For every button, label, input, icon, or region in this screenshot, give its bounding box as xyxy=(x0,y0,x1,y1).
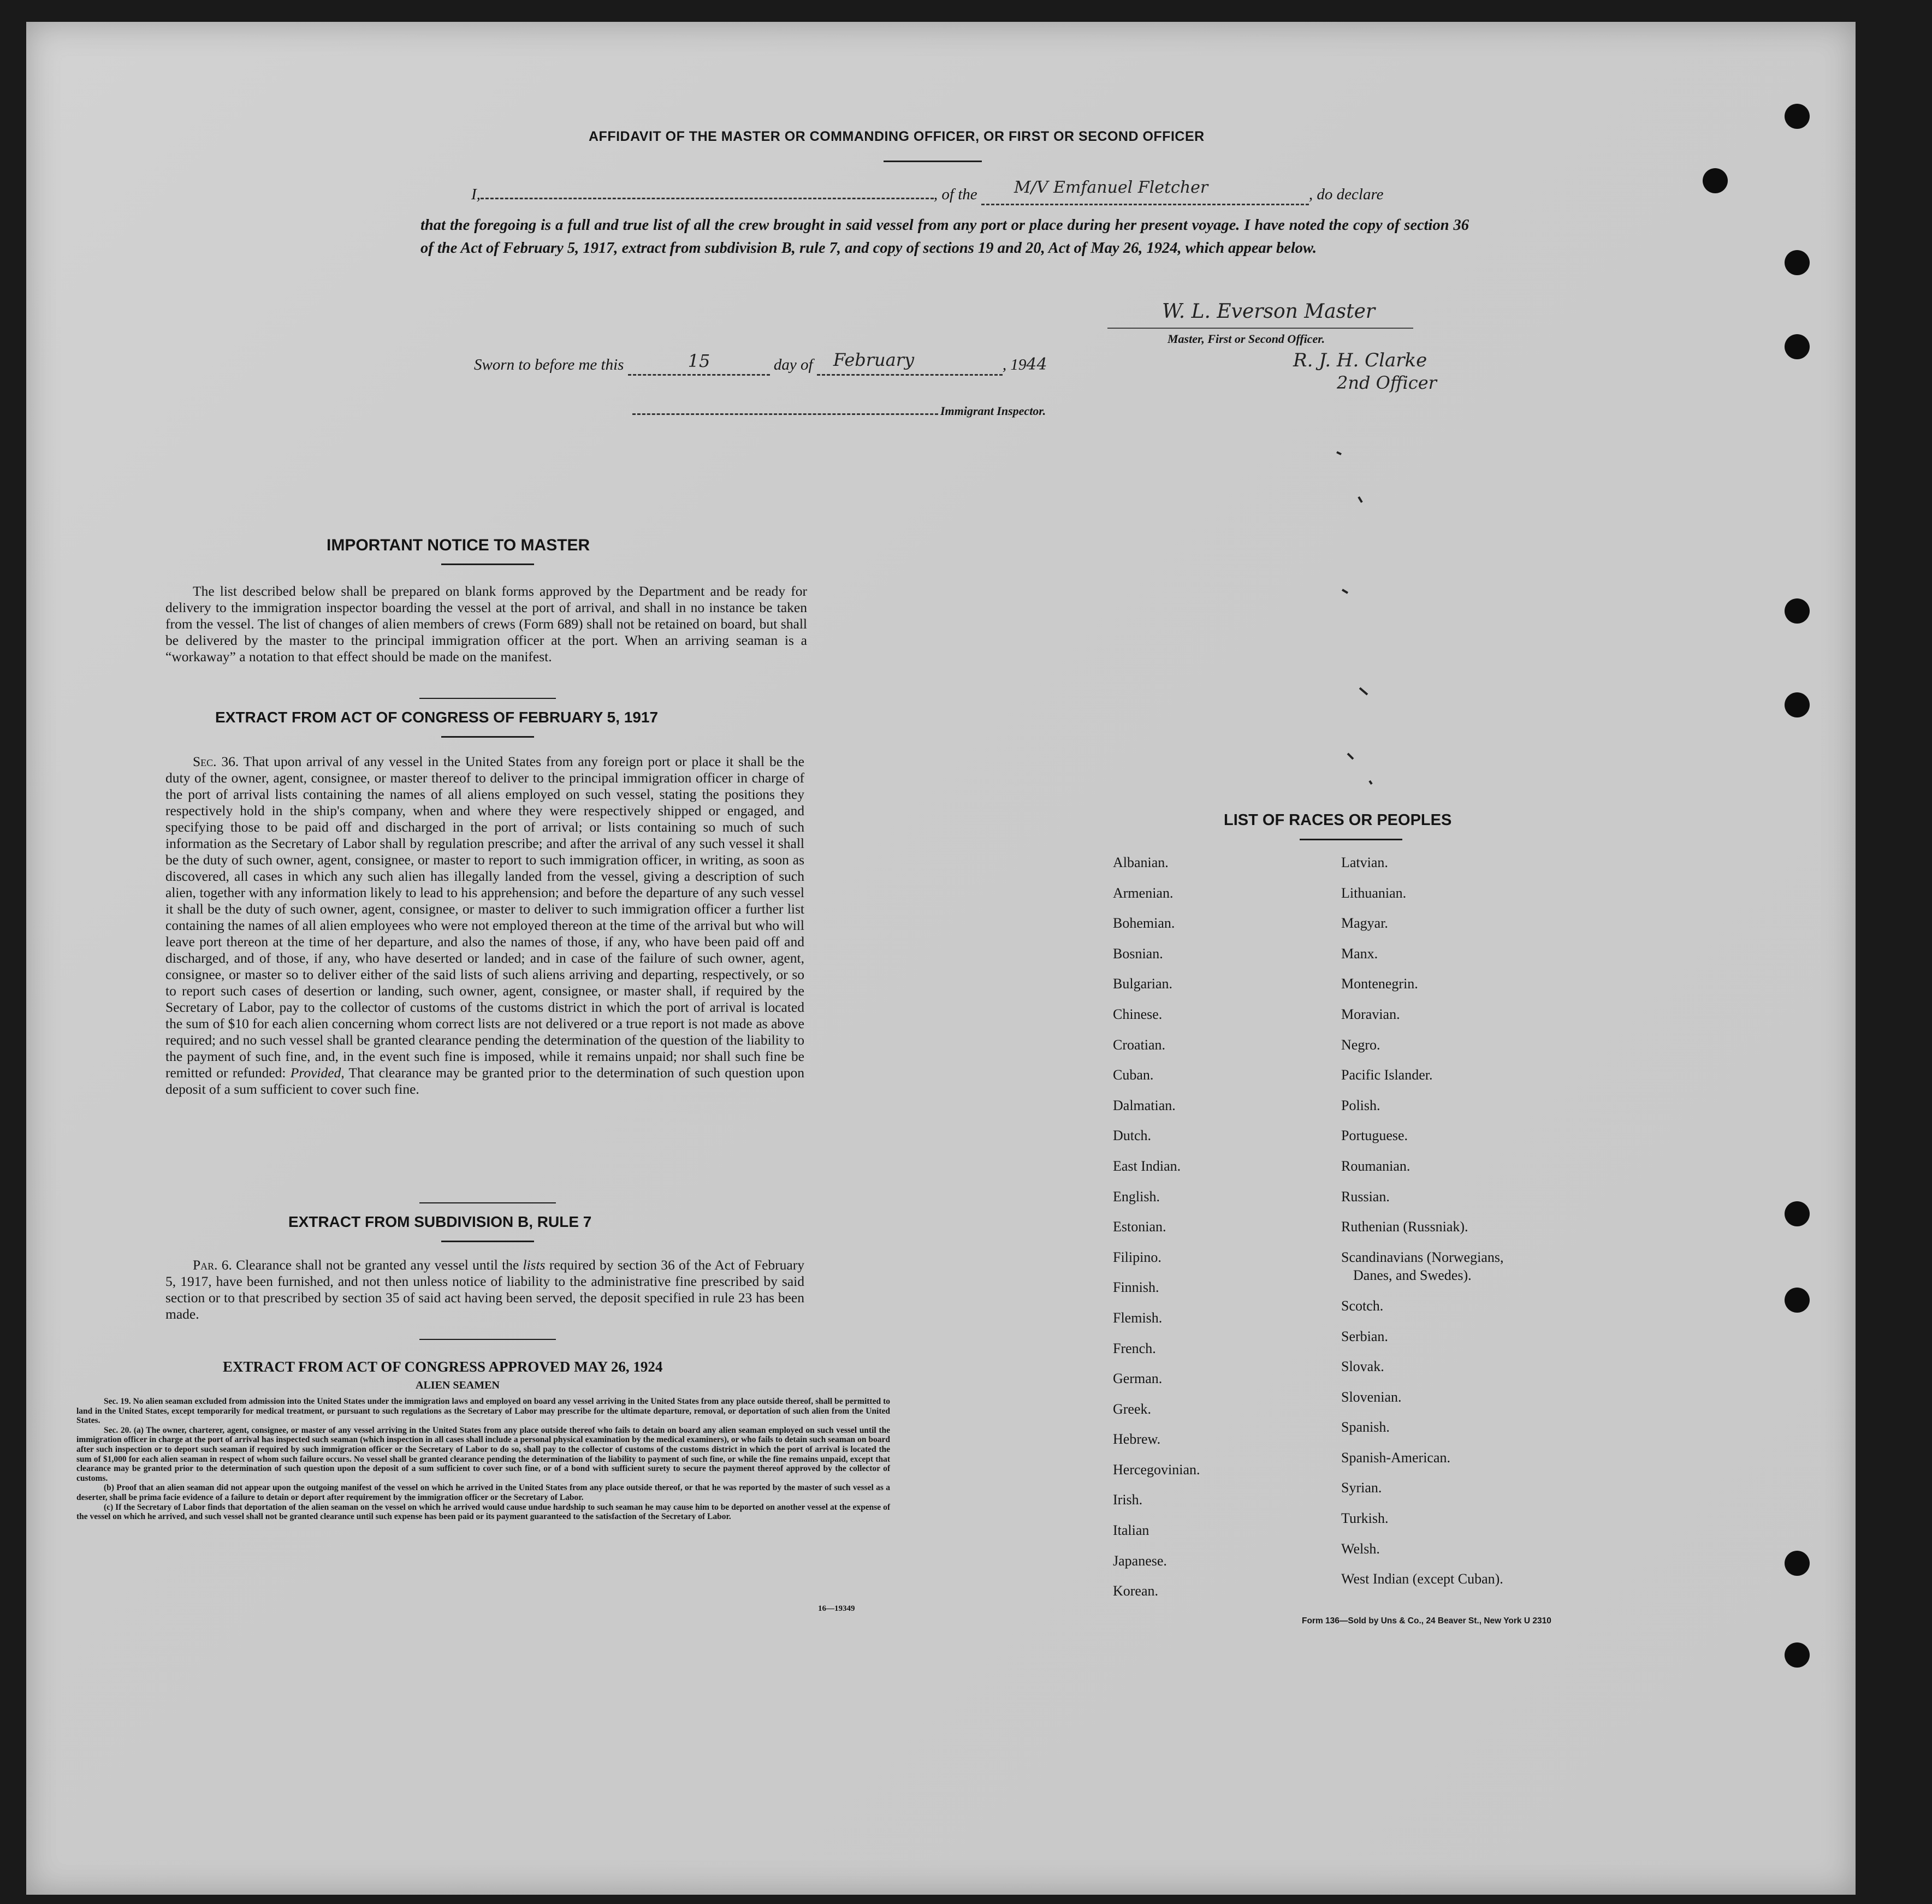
punch-hole xyxy=(1785,1642,1810,1668)
notice-body: The list described below shall be prepared on blank forms approved by the Department and be ready for delivery to the immigration inspector boarding the vessel at the port of arrival, and shall in no instance be taken from the vessel. The list of changes of alien members of crews (Form 689) shall not be retained on board, but shall be delivered by the master to the principal immigration officer at the port. When an arriving seaman is a “workaway” a notation to that effect should be made on the manifest. xyxy=(165,583,807,665)
divider xyxy=(1300,839,1402,840)
declaration-line xyxy=(471,178,1384,205)
affidavit-title: AFFIDAVIT OF THE MASTER OR COMMANDING OFFICER, OR FIRST OR SECOND OFFICER xyxy=(589,129,1205,144)
section-36-text: That upon arrival of any vessel in the United States from any foreign port or place it shall be the duty of the owner, agent, consignee, or master thereof to deliver to the principal immigration officer in charge of the port of arrival lists containing the names of all aliens employed on such vessel, stating the positions they respectively hold in the ship's company, when and where they were respectively shipped or engaged, and specifying those to be paid off and discharged in the port of arrival; or lists containing so much of such information as the Secretary of Labor shall by regulation prescribe; and after the arrival of any such vessel it shall be the duty of such owner, agent, consignee, or master to report to such immigration officer, in writing, as soon as discovered, all cases in which any such alien has illegally landed from the vessel, giving a description of such alien, together with any information likely to lead to his apprehension; and before the departure of any such vessel it shall be the duty of such owner, agent, consignee, or master to deliver to such immigration officer a further list containing the names of all alien employees who were not employed thereon at the time of the arrival but who will leave port thereon at the time of her departure, and also the names of those, if any, who have been paid off and discharged, and of those, if any, who have deserted or landed; and in case of the failure of such owner, agent, consignee, or master so to deliver either of the said lists of such aliens arriving and departing, respectively, or so to report such cases of desertion or landing, such owner, agent, consignee, or master shall, if required by the Secretary of Labor, pay to the collector of customs of the customs district in which the port of arrival is located the sum of $10 for each alien concerning whom correct lists are not delivered or a true report is not made as above required; and no such vessel shall be granted clearance pending the determination of the question of the liability to the payment of such fine, and, in the event such fine is imposed, while it remains unpaid; nor shall such fine be remitted or refunded: xyxy=(165,754,804,1081)
race-item: Manx. xyxy=(1341,945,1378,962)
divider xyxy=(884,161,982,162)
vessel-name-handwritten: M/V Emfanuel Fletcher xyxy=(1014,178,1208,197)
extract-1924-title: EXTRACT FROM ACT OF CONGRESS APPROVED MAY 26, 1924 xyxy=(223,1359,663,1375)
punch-hole xyxy=(1785,1551,1810,1576)
race-item: Armenian. xyxy=(1113,885,1174,901)
race-item: Latvian. xyxy=(1341,855,1388,870)
race-item: Irish. xyxy=(1113,1492,1143,1508)
race-item: Spanish. xyxy=(1341,1419,1390,1436)
paragraph-label: Par. 6. xyxy=(193,1257,232,1273)
punch-hole xyxy=(1785,334,1810,359)
race-item: East Indian. xyxy=(1113,1158,1181,1174)
rule-7-body xyxy=(165,1257,804,1322)
race-item: Albanian. xyxy=(1113,855,1169,870)
declaration-mid: , of the xyxy=(933,186,977,203)
rule-7-text-b: required by section 36 of the Act of February 5, 1917, have been furnished, and not then unless notice of liability to the administrative fine prescribed by said section or to that prescribed by section 35 of said act having been served, the deposit specified in rule 23 has been made. xyxy=(165,1257,804,1322)
sworn-line xyxy=(474,349,1047,376)
race-item: Japanese. xyxy=(1113,1552,1167,1569)
section-20a: Sec. 20. (a) The owner, charterer, agent, consignee, or master of any vessel arriving in the United States from any place outside thereof who fails to detain on board any alien seaman employed on such vessel until the immigration officer in charge at the port of arrival has inspected such seaman (which inspection in all cases shall include a personal physical examination by the medical examiners), or who fails to detain such seaman on board after such inspection or to deport such seaman if required by such immigration officer or the Secretary of Labor to do so, shall pay to the collector of customs of the customs district in which the port of arrival is located the sum of $1,000 for each alien seaman in respect of whom such failure occurs. No vessel shall be granted clearance pending the determination of the liability to payment of such fine, or while the fine remains unpaid, except that clearance may be granted prior to the determination of such question upon the deposit of a sum sufficient to cover such fine, or of a bond with sufficient surety to secure the payment thereof approved by the collector of customs. xyxy=(76,1425,890,1483)
race-item: English. xyxy=(1113,1188,1160,1205)
race-item: Danes, and Swedes). xyxy=(1353,1267,1472,1284)
race-item: Scotch. xyxy=(1341,1297,1384,1314)
inspector-caption: Immigrant Inspector. xyxy=(940,404,1046,418)
sworn-prefix: Sworn to before me this xyxy=(474,356,624,373)
race-item: Flemish. xyxy=(1113,1309,1163,1326)
divider xyxy=(441,564,534,565)
alien-seamen-subtitle: ALIEN SEAMEN xyxy=(416,1379,500,1391)
name-blank xyxy=(481,198,934,199)
races-left-column xyxy=(1113,847,1200,1606)
race-item: Filipino. xyxy=(1113,1249,1161,1265)
race-item: West Indian (except Cuban). xyxy=(1341,1571,1503,1587)
sworn-day: 15 xyxy=(688,351,710,371)
divider xyxy=(441,736,534,738)
sworn-day-blank xyxy=(628,351,770,376)
race-item: Dutch. xyxy=(1113,1128,1152,1144)
race-item: Hercegovinian. xyxy=(1113,1461,1200,1478)
divider xyxy=(419,1339,556,1340)
rule-7-text-a: Clearance shall not be granted any vessel until the xyxy=(236,1257,519,1273)
race-item: Finnish. xyxy=(1113,1279,1159,1296)
race-item: Croatian. xyxy=(1113,1036,1166,1053)
divider xyxy=(441,1241,534,1242)
second-officer-role: 2nd Officer xyxy=(1337,372,1437,393)
sworn-month-blank xyxy=(817,349,1003,376)
race-item: Bulgarian. xyxy=(1113,976,1173,992)
race-item: Serbian. xyxy=(1341,1328,1388,1344)
punch-hole xyxy=(1785,104,1810,129)
race-item: Polish. xyxy=(1341,1097,1380,1113)
second-officer-signature: R. J. H. Clarke xyxy=(1293,349,1427,371)
punch-hole xyxy=(1785,1201,1810,1226)
race-item: Pacific Islander. xyxy=(1341,1067,1433,1083)
race-item: Portuguese. xyxy=(1341,1128,1408,1144)
race-item: Italian xyxy=(1113,1522,1149,1539)
punch-hole xyxy=(1785,250,1810,275)
race-item: Greek. xyxy=(1113,1401,1152,1417)
sworn-month: February xyxy=(833,349,915,370)
divider xyxy=(419,698,556,699)
extract-1924-body xyxy=(76,1397,890,1522)
race-item: Chinese. xyxy=(1113,1006,1163,1022)
races-right-column xyxy=(1341,847,1503,1594)
race-item: Scandinavians (Norwegians, xyxy=(1341,1249,1504,1265)
race-item: Slovak. xyxy=(1341,1359,1384,1375)
race-item: Negro. xyxy=(1341,1036,1380,1053)
sworn-year: 44 xyxy=(1026,355,1047,374)
sworn-year-prefix: , 19 xyxy=(1002,356,1027,373)
race-item: Dalmatian. xyxy=(1113,1097,1176,1113)
declaration-prefix: I, xyxy=(471,186,481,203)
race-item: Welsh. xyxy=(1341,1540,1380,1557)
rule-7-title: EXTRACT FROM SUBDIVISION B, RULE 7 xyxy=(288,1213,592,1230)
punch-hole xyxy=(1785,1288,1810,1313)
race-item: Slovenian. xyxy=(1341,1389,1402,1405)
vessel-blank xyxy=(981,178,1309,205)
race-item: Roumanian. xyxy=(1341,1158,1411,1174)
inspector-line xyxy=(632,404,1046,418)
punch-hole xyxy=(1703,168,1728,193)
declaration-body: that the foregoing is a full and true list of all the crew brought in said vessel from any port or place during her present voyage. I have noted the copy of section 36 of the Act of February 5, 1917, extract from subdivision B, rule 7, and copy of sections 19 and 20, Act of May 26, 1924, which appear below. xyxy=(420,217,1469,257)
race-item: German. xyxy=(1113,1371,1163,1387)
inspector-blank xyxy=(632,413,938,415)
section-20c: (c) If the Secretary of Labor finds that deportation of the alien seaman on the vessel on which he arrived would cause undue hardship to such seaman he may cause him to be deported on another vessel at the expense of the vessel on which he arrived, and such vessel shall not be granted clearance until such expense has been paid or its payment guaranteed to the satisfaction of the Secretary of Labor. xyxy=(76,1502,890,1522)
race-item: Ruthenian (Russniak). xyxy=(1341,1219,1468,1235)
race-item: Cuban. xyxy=(1113,1067,1154,1083)
race-item: Magyar. xyxy=(1341,915,1388,932)
notice-title: IMPORTANT NOTICE TO MASTER xyxy=(327,536,590,554)
race-item: Spanish-American. xyxy=(1341,1449,1451,1466)
form-code: 16—19349 xyxy=(818,1604,855,1613)
document-page xyxy=(26,22,1856,1895)
ink-marks xyxy=(1326,448,1391,797)
race-item: Turkish. xyxy=(1341,1510,1389,1527)
race-item: Hebrew. xyxy=(1113,1431,1161,1448)
divider xyxy=(419,1202,556,1203)
race-item: Bohemian. xyxy=(1113,915,1175,932)
race-item: Korean. xyxy=(1113,1583,1159,1599)
races-title: LIST OF RACES OR PEOPLES xyxy=(1224,811,1452,829)
race-item: Syrian. xyxy=(1341,1480,1382,1496)
race-item: French. xyxy=(1113,1340,1156,1356)
extract-1917-title: EXTRACT FROM ACT OF CONGRESS OF FEBRUARY 5, 1917 xyxy=(215,709,659,726)
provided-label: Provided, xyxy=(290,1065,345,1081)
punch-hole xyxy=(1785,692,1810,717)
section-19: Sec. 19. No alien seaman excluded from admission into the United States under the immigration laws and employed on board any vessel arriving in the United States from any place outside thereof, shall be permitted to land in the United States, except temporarily for medical treatment, or pursuant to such regulations as the Secretary of Labor may prescribe for the ultimate departure, removal, or deportation of such alien from the United States. xyxy=(76,1397,890,1426)
signature-caption: Master, First or Second Officer. xyxy=(1168,332,1325,346)
race-item: Lithuanian. xyxy=(1341,885,1407,901)
race-item: Moravian. xyxy=(1341,1006,1400,1022)
declaration-suffix: , do declare xyxy=(1308,186,1384,203)
race-item: Montenegrin. xyxy=(1341,976,1418,992)
provided-text: That clearance may be granted prior to the determination of such question upon deposit of a sum sufficient to cover such fine. xyxy=(165,1065,805,1097)
race-item: Estonian. xyxy=(1113,1219,1166,1235)
section-20b: (b) Proof that an alien seaman did not appear upon the outgoing manifest of the vessel on which he arrived in the United States from any place outside thereof, or that he was reported by the master of such vessel as a deserter, shall be prima facie evidence of a failure to detain or deport after requirement by the immigration officer or the Secretary of Labor. xyxy=(76,1483,890,1502)
race-item: Russian. xyxy=(1341,1188,1390,1205)
form-footer: Form 136—Sold by Uns & Co., 24 Beaver St., New York U 2310 xyxy=(1302,1616,1551,1626)
sworn-day-label: day of xyxy=(773,356,813,373)
master-signature: W. L. Everson Master xyxy=(1162,300,1376,323)
extract-1917-body xyxy=(165,754,804,1098)
punch-hole xyxy=(1785,598,1810,624)
rule-7-lists: lists xyxy=(523,1257,546,1273)
race-item: Bosnian. xyxy=(1113,945,1163,962)
section-label: Sec. 36. xyxy=(193,754,239,769)
signature-line xyxy=(1107,328,1413,329)
